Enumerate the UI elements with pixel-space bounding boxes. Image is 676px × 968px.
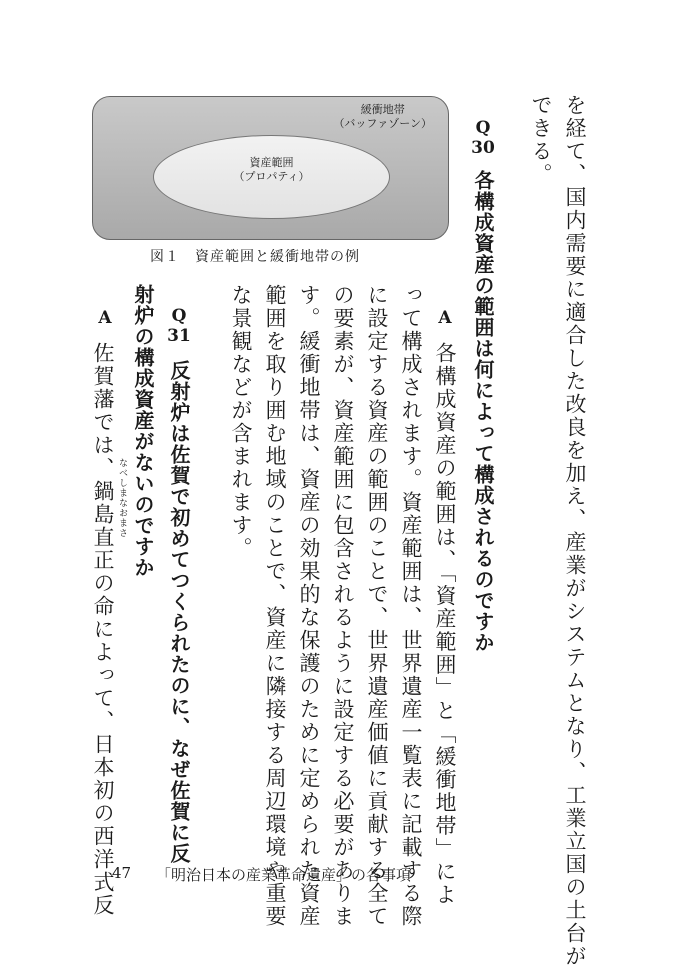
q30-question: 各構成資産の範囲は何によって構成されるのですか: [471, 170, 495, 653]
property-label: 資産範囲 （プロパティ）: [233, 156, 310, 183]
buffer-zone-label: 緩衝地帯 （バッファゾーン）: [333, 103, 432, 130]
intro-line-2: できる。: [529, 94, 553, 186]
page-number: 47: [112, 864, 132, 882]
q30-answer-line-5: す。緩衝地帯は、資産の効果的な保護のために定められた資産: [297, 284, 321, 928]
intro-line-1: を経て、国内需要に適合した改良を加え、産業がシステムとなり、工業立国の土台が: [563, 94, 587, 968]
q30-answer-line-1: 各構成資産の範囲は、「資産範囲」と「緩衝地帯」によ: [433, 342, 457, 907]
q30-answer-line-2: って構成されます。資産範囲は、世界遺産一覧表に記載する際: [399, 284, 423, 928]
q31-question-line-1: 反射炉は佐賀で初めてつくられたのに、なぜ佐賀に反: [167, 360, 191, 864]
q31-answer-line-1: 佐賀藩では、鍋島直正の命によって、日本初の西洋式反: [91, 342, 115, 917]
buffer-zone-area: [92, 96, 449, 240]
q31-answer-label: A: [98, 308, 112, 328]
q30-answer-line-7: な景観などが含まれます。: [229, 284, 253, 560]
q31-question-line-2: 射炉の構成資産がないのですか: [131, 284, 155, 578]
q30-label: Q 30: [471, 118, 495, 158]
figure-caption: 図１ 資産範囲と緩衝地帯の例: [150, 249, 360, 265]
ruby-nabeshima-naomasa: なべしまなおまさ: [117, 458, 127, 538]
property-area: [153, 135, 390, 219]
running-title: 「明治日本の産業革命遺産」の各事項: [156, 866, 412, 884]
q30-answer-label: A: [438, 308, 452, 328]
q30-answer-line-6: 範囲を取り囲む地域のことで、資産に隣接する周辺環境や重要: [263, 284, 287, 928]
q30-answer-line-4: の要素が、資産範囲に包含されるように設定する必要がありま: [331, 284, 355, 928]
q31-label: Q 31: [167, 306, 191, 346]
q30-answer-line-3: に設定する資産の範囲のことで、世界遺産価値に貢献する全て: [365, 284, 389, 928]
